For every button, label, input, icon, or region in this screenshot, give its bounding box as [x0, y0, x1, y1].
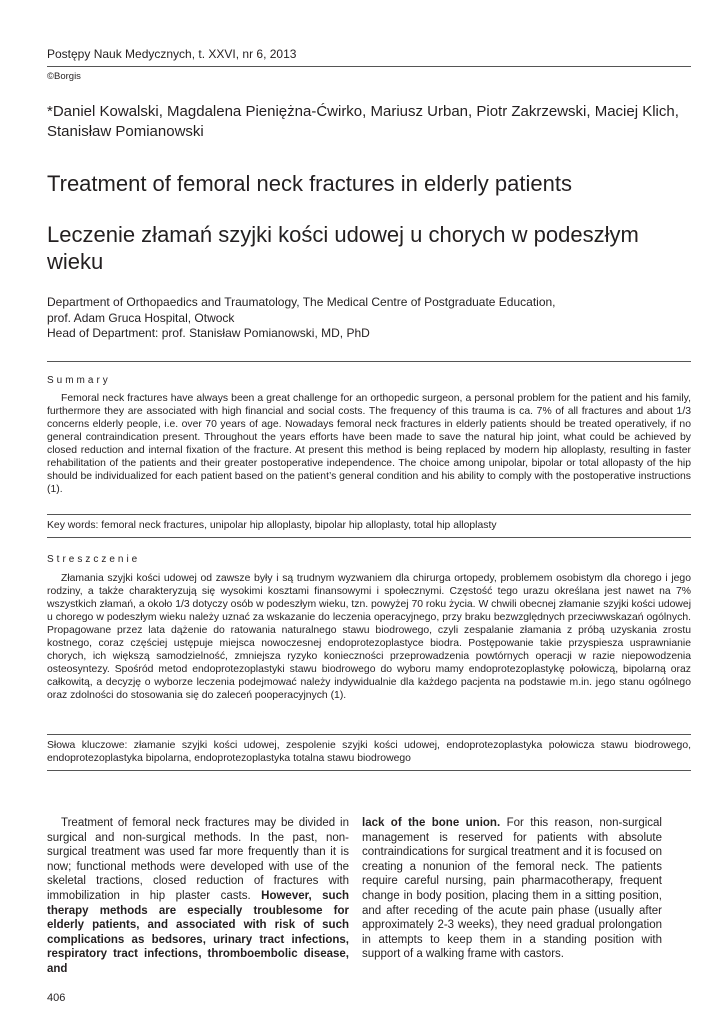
header-rule — [47, 66, 691, 67]
journal-citation: Postępy Nauk Medycznych, t. XXVI, nr 6, 2013 — [47, 47, 297, 61]
title-english: Treatment of femoral neck fractures in elderly patients — [47, 171, 572, 196]
summary-heading: Summary — [47, 375, 111, 386]
streszczenie-text: Złamania szyjki kości udowej od zawsze były i są trudnym wyzwaniem dla chirurga ortopedy, problemem osobistym dla chorego i jego rodziny, a także charakteryzują się wysokimi kosztami finansowymi i społecznymi. Częstość tego urazu określana jest nawet na 7% wszystkich złamań, a około 1/3 dotyczy osób w podeszłym wieku, tzn. powyżej 70 roku życia. W chwili obecnej złamanie szyjki kości udowej u chorego w podeszłym wieku należy uznać za wskazanie do leczenia operacyjnego, przy braku bezwzględnych przeciwwskazań ogólnych. Propagowane przez lata dążenie do ratowania naturalnego stawu biodrowego, czyli zespalanie złamania z próbą uzyskania zrostu kostnego, coraz częściej ustępuje miejsca nowoczesnej endoprotezoplastyce biodra. Postępowanie takie przyspiesza usprawnianie chorych, ich większą samodzielność, zmniejsza ryzyko konieczności przeprowadzenia powtórnych operacji w razie niepowodzenia osteosyntezy. Spośród metod endoprotezoplastyki stawu biodrowego do wyboru mamy endoprotezoplastykę połowiczą, bipolarną oraz całkowitą, a decyzję o wyborze leczenia podejmować należy indywidualnie dla każdego pacjenta na podstawie m.in. jego stanu ogólnego oraz zdolności do stosowania się do zaleceń pooperacyjnych (1). — [47, 573, 691, 701]
streszczenie-keywords-rule — [47, 734, 691, 735]
summary-text: Femoral neck fractures have always been a great challenge for an orthopedic surgeon, a personal problem for the patient and his family, furthermore they are associated with high financial and social costs. The frequency of this trauma is ca. 7% of all fractures and about 1/3 concerns elderly people, i.e. over 70 years of age. Nowadays femoral neck fractures in elderly patients should be treated operatively, if no general contraindication present. Throughout the years efforts have been made to save the natural hip joint, what could be achieved by closed reduction and internal fixation of the fracture. At present this method is being replaced by modern hip alloplasty, resulting in faster rehabilitation of the patients and their greater postoperative independence. The choice among unipolar, bipolar or total allopasty of the hip should be individualized for each patient based on the patient’s general condition and his ability to comply with the postoperative instructions (1). — [47, 393, 691, 495]
summary-bottom-rule — [47, 537, 691, 538]
body-column-right — [362, 816, 662, 962]
summary-top-rule — [47, 361, 691, 362]
summary-keywords: Key words: femoral neck fractures, unipolar hip alloplasty, bipolar hip alloplasty, total hip alloplasty — [47, 520, 497, 531]
summary-keywords-rule — [47, 514, 691, 515]
body-right-bold: lack of the bone union. — [362, 817, 501, 829]
streszczenie-bottom-rule — [47, 770, 691, 771]
authors: *Daniel Kowalski, Magdalena Pieniężna-Ćwirko, Mariusz Urban, Piotr Zakrzewski, Maciej Klich, Stanisław Pomianowski — [47, 103, 679, 140]
copyright: ©Borgis — [47, 71, 81, 82]
affiliation — [47, 295, 687, 342]
affiliation-head: Head of Department: prof. Stanisław Pomianowski, MD, PhD — [47, 326, 370, 340]
body-column-left — [47, 816, 349, 977]
affiliation-hospital: prof. Adam Gruca Hospital, Otwock — [47, 310, 235, 325]
affiliation-department: Department of Orthopaedics and Traumatology, The Medical Centre of Postgraduate Education, — [47, 295, 556, 309]
page-number: 406 — [47, 992, 66, 1004]
body-left-bold: However, such therapy methods are especially troublesome for elderly patients, and associated with risk of such complications as bedsores, urinary tract infections, respiratory tract infections, thromboembolic disease, and — [47, 889, 349, 975]
body-right-plain: For this reason, non-surgical management is reserved for patients with absolute contraindications for surgical treatment and it is focused on creating a nonunion of the femoral neck. The patients require careful nursing, pain pharmacotherapy, frequent change in body position, placing them in a sitting position, and after receding of the acute pain phase (usually after approximately 2-3 weeks), they need gradual prolongation in attempts to keep them in a standing position with support of a walking frame with castors. — [362, 817, 662, 961]
streszczenie-heading: Streszczenie — [47, 554, 141, 565]
title-polish: Leczenie złamań szyjki kości udowej u chorych w podeszłym wieku — [47, 222, 639, 274]
streszczenie-keywords: Słowa kluczowe: złamanie szyjki kości udowej, zespolenie szyjki kości udowej, endoprotezoplastyka połowicza stawu biodrowego, endoprotezoplastyka bipolarna, endoprotezoplastyka totalna stawu biodrowego — [47, 740, 691, 764]
body-left-plain: Treatment of femoral neck fractures may be divided in surgical and non-surgical methods. In the past, non-surgical treatment was used far more frequently than it is now; functional methods were developed with use of the skeletal tractions, closed reduction of fractures with immobilization in hip plaster casts. — [47, 817, 349, 902]
